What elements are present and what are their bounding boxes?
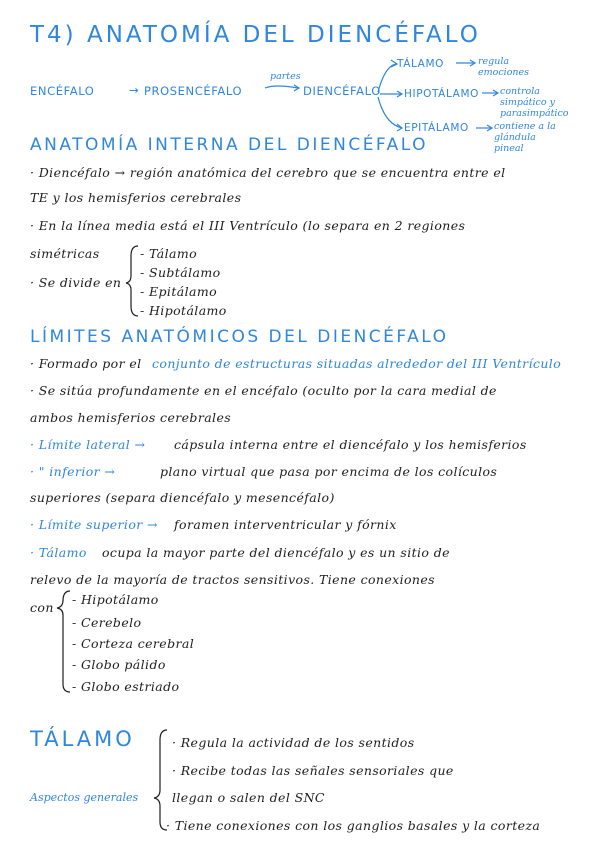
text-line: plano virtual que pasa por encima de los colículos: [160, 464, 498, 479]
text-line: simétricas: [30, 246, 100, 261]
map-prosencefalo: PROSENCÉFALO: [144, 84, 243, 98]
conexion-item: - Hipotálamo: [72, 592, 159, 607]
aspects-label: Aspectos generales: [30, 791, 139, 804]
text-highlight: conjunto de estructuras situadas alrededor del III Ventrículo: [152, 356, 562, 371]
map-epitalamo: EPITÁLAMO: [404, 122, 469, 134]
aspect-item: · Tiene conexiones con los ganglios basales y la corteza: [166, 818, 541, 833]
text-line: superiores (separa diencéfalo y mesencéfalo): [30, 490, 335, 505]
text-line: · En la línea media está el III Ventrículo (lo separa en 2 regiones: [30, 218, 466, 233]
limit-label: · Límite lateral →: [30, 437, 146, 452]
map-encefalo: ENCÉFALO: [30, 84, 95, 98]
text-line: cápsula interna entre el diencéfalo y los hemisferios: [174, 437, 527, 452]
arrow-to-talamo: [378, 64, 396, 92]
text-line: ambos hemisferios cerebrales: [30, 410, 232, 425]
text-line: · Formado por el: [30, 356, 142, 371]
divide-label: · Se divide en: [30, 275, 122, 290]
divide-item: - Tálamo: [140, 246, 198, 261]
map-hipotalamo: HIPOTÁLAMO: [404, 88, 479, 100]
map-hipotalamo-note: controla simpático y parasimpático: [500, 86, 569, 119]
arrow-partes: [265, 86, 298, 88]
conexion-item: - Globo pálido: [72, 657, 166, 672]
section-heading-talamo: TÁLAMO: [30, 727, 135, 751]
limit-label: · " inferior →: [30, 464, 116, 479]
map-diencefalo: DIENCÉFALO: [303, 84, 381, 98]
conexion-item: - Globo estriado: [72, 679, 180, 694]
page-title: T4) ANATOMÍA DEL DIENCÉFALO: [30, 22, 481, 48]
text-line: ocupa la mayor parte del diencéfalo y es un sitio de: [102, 545, 450, 560]
limit-label: · Límite superior →: [30, 517, 158, 532]
aspect-item: · Recibe todas las señales sensoriales que: [172, 763, 454, 778]
text-line: · Diencéfalo → región anatómica del cerebro que se encuentra entre el: [30, 165, 506, 180]
arrow-to-epitalamo: [378, 97, 402, 128]
conexion-item: - Corteza cerebral: [72, 636, 195, 651]
brace-divide: [126, 246, 138, 316]
aspect-item: · Regula la actividad de los sentidos: [172, 735, 415, 750]
map-arrow-1: →: [129, 83, 140, 97]
divide-item: - Hipotálamo: [140, 303, 227, 318]
section-heading-anatomia-interna: ANATOMÍA INTERNA DEL DIENCÉFALO: [30, 135, 429, 155]
map-talamo-note: regula emociones: [478, 56, 530, 78]
divide-item: - Subtálamo: [140, 265, 221, 280]
text-line: TE y los hemisferios cerebrales: [30, 190, 242, 205]
map-epitalamo-note: contiene a la glándula pineal: [494, 121, 556, 154]
conexion-item: - Cerebelo: [72, 615, 142, 630]
con-label: con: [30, 600, 54, 615]
divide-item: - Epitálamo: [140, 284, 218, 299]
map-partes-label: partes: [270, 71, 301, 82]
aspect-item: llegan o salen del SNC: [172, 790, 325, 805]
limit-label: · Tálamo: [30, 545, 87, 560]
text-line: relevo de la mayoría de tractos sensitivos. Tiene conexiones: [30, 572, 435, 587]
brace-aspectos: [154, 730, 167, 830]
text-line: foramen interventricular y fórnix: [174, 517, 397, 532]
map-talamo: TÁLAMO: [397, 58, 444, 70]
brace-conexiones: [57, 591, 70, 692]
section-heading-limites: LÍMITES ANATÓMICOS DEL DIENCÉFALO: [30, 327, 449, 347]
text-line: · Se sitúa profundamente en el encéfalo (oculto por la cara medial de: [30, 383, 497, 398]
